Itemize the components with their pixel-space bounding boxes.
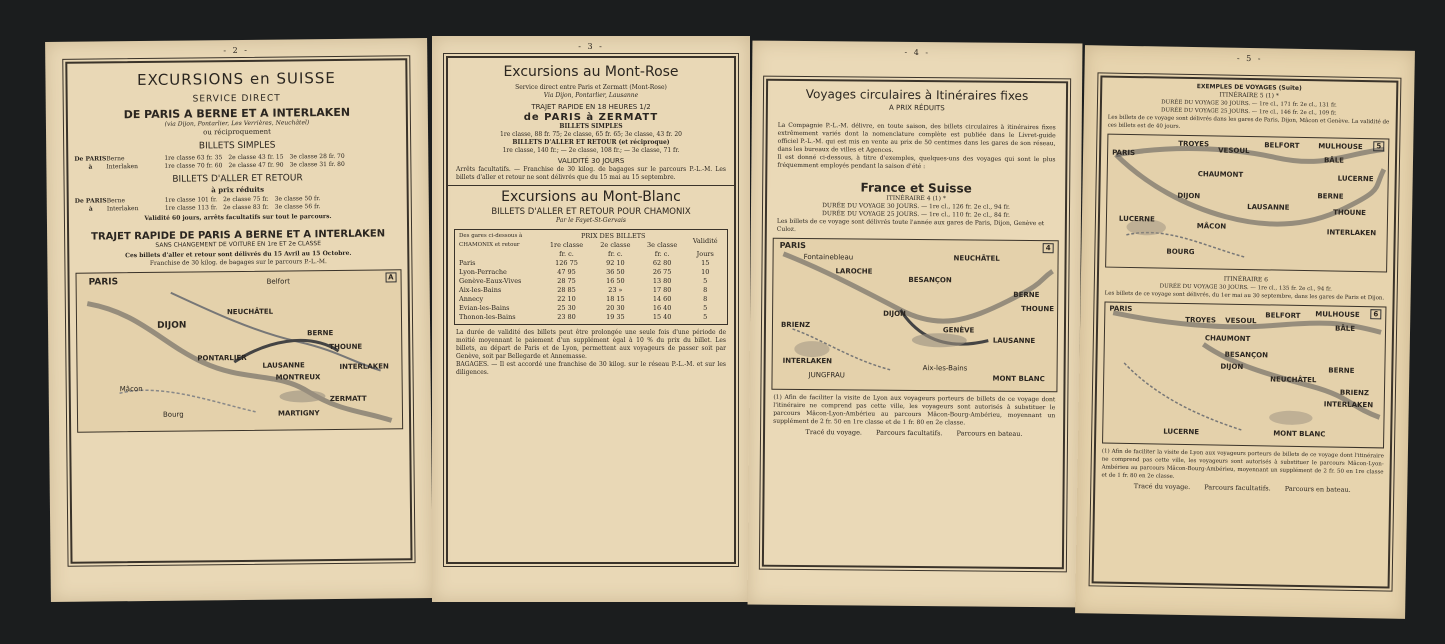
map-label-lausanne: LAUSANNE bbox=[992, 336, 1036, 346]
price-c2: 2e classe 75 fr. bbox=[223, 195, 269, 204]
map-label-martigny: MARTIGNY bbox=[277, 409, 320, 418]
return-rows bbox=[107, 194, 401, 213]
route-heading: DE PARIS A BERNE ET A INTERLAKEN bbox=[123, 105, 351, 122]
map-label-troyes: TROYES bbox=[1185, 315, 1217, 325]
page-3-mont-rose-mont-blanc bbox=[432, 36, 750, 602]
return-subheading: à prix réduits bbox=[211, 184, 265, 195]
map-label-thoune: THOUNE bbox=[1333, 208, 1367, 218]
map-label-neuchatel: NEUCHÂTEL bbox=[953, 254, 1000, 263]
simple-tickets-block bbox=[74, 152, 400, 171]
table-header-class1: 1re classe bbox=[549, 241, 584, 249]
table-row bbox=[457, 268, 725, 277]
map-label-vesoul: VESOUL bbox=[1225, 316, 1257, 326]
price-cell: 25 30 bbox=[557, 304, 576, 312]
map-label-besancon: BESANÇON bbox=[1224, 350, 1269, 360]
legend-route: Tracé du voyage. bbox=[1133, 482, 1191, 492]
map-label-fontainebleau: Fontainebleau bbox=[803, 253, 854, 262]
map-number: 5 bbox=[1373, 141, 1384, 151]
footnote: (1) Afin de faciliter la visite de Lyon aux voyageurs porteurs de billets de ce voyage dont l'itinéraire ne comprend pas cette ville, les voyageurs sont autorisés à substituer le parcours Mâcon-Lyon-Ambérieu au parcours Mâcon-Bourg-Ambérieu, moyennant un supplément de 2 fr. 50 en 1re classe et de 1 fr. 80 en 2e classe. bbox=[1101, 448, 1384, 480]
mont-rose-simple-prices: 1re classe, 88 fr. 75; 2e classe, 65 fr. 65; 3e classe, 43 fr. 20 bbox=[500, 131, 682, 138]
map-label-belfort: BELFORT bbox=[1264, 141, 1300, 150]
station-cell: Genève-Eaux-Vives bbox=[459, 277, 522, 285]
map-label-bale: BÂLE bbox=[1335, 324, 1356, 333]
price-cell: 10 bbox=[701, 268, 710, 276]
price-cell: 28 75 bbox=[557, 277, 576, 285]
map-label-thoune: THOUNE bbox=[329, 342, 363, 352]
map-label-aix: Aix-les-Bains bbox=[922, 364, 968, 373]
unit: fr. c. bbox=[608, 250, 623, 258]
table-row bbox=[457, 259, 725, 268]
map-label-berne: BERNE bbox=[1317, 192, 1344, 201]
legend-optional: Parcours facultatifs. bbox=[875, 428, 943, 438]
mont-blanc-via: Par le Fayet-St-Gervais bbox=[556, 217, 626, 224]
map-letter: A bbox=[385, 272, 397, 282]
page-frame bbox=[65, 58, 412, 564]
itinerary-6-heading: ITINÉRAIRE 6 bbox=[1223, 275, 1269, 284]
table-row bbox=[457, 286, 725, 295]
price-c1: 1re classe 63 fr. 35 bbox=[164, 154, 223, 162]
map-label-troyes: TROYES bbox=[1178, 139, 1210, 149]
itinerary-5-duration-2: DURÉE DU VOYAGE 25 JOURS. — 1re cl., 146 fr. 2e cl., 109 fr. bbox=[1160, 107, 1337, 117]
trajet-heading: TRAJET RAPIDE DE PARIS A BERNE ET A INTERLAKEN bbox=[91, 228, 386, 243]
map-label-dijon: DIJON bbox=[883, 309, 906, 318]
map-4 bbox=[771, 238, 1058, 392]
table-units-row bbox=[457, 250, 725, 259]
price-cell: 8 bbox=[703, 286, 708, 294]
map-label-brienz: BRIENZ bbox=[1339, 388, 1370, 398]
price-cell: 5 bbox=[703, 304, 708, 312]
page-number: - 3 - bbox=[578, 42, 604, 51]
map-label-paris: PARIS bbox=[779, 240, 806, 251]
table-header-validity: Validité bbox=[692, 236, 718, 245]
map-label-paris: PARIS bbox=[88, 277, 119, 288]
unit: Jours bbox=[696, 250, 714, 258]
map-label-paris: PARIS bbox=[1112, 148, 1136, 158]
price-cell: 14 60 bbox=[652, 295, 672, 303]
map-label-vesoul: VESOUL bbox=[1218, 146, 1250, 156]
price-cell: 26 75 bbox=[652, 268, 672, 276]
legend-optional: Parcours facultatifs. bbox=[1204, 483, 1271, 493]
map-5 bbox=[1105, 134, 1389, 273]
from-label: De PARIS à bbox=[74, 155, 107, 171]
map-label-lucerne-2: LUCERNE bbox=[1118, 214, 1155, 224]
station-cell: Paris bbox=[459, 259, 476, 267]
dest: Interlaken bbox=[106, 205, 139, 213]
price-c3: 3e classe 28 fr. 70 bbox=[289, 152, 345, 161]
price-table-box bbox=[454, 229, 728, 325]
duration-1: DURÉE DU VOYAGE 30 JOURS. — 1re cl., 126 fr. 2e cl., 94 fr. bbox=[822, 202, 1010, 211]
price-cell: 92 10 bbox=[606, 259, 625, 267]
simple-rows bbox=[106, 152, 400, 171]
map-label-berne: BERNE bbox=[307, 329, 334, 338]
map-label-neuchatel: NEUCHÂTEL bbox=[226, 307, 274, 317]
divider bbox=[448, 185, 734, 186]
itinerary-5-heading: ITINÉRAIRE 5 (1) * bbox=[1219, 91, 1279, 100]
price-cell: 22 10 bbox=[557, 295, 576, 303]
map-label-bourg: Bourg bbox=[162, 410, 184, 419]
map-label-mulhouse: MULHOUSE bbox=[1315, 310, 1360, 319]
map-label-interlaken: INTERLAKEN bbox=[1323, 400, 1374, 410]
table-header-station: Des gares ci-dessous à CHAMONIX et retour bbox=[459, 233, 523, 248]
map-label-interlaken: INTERLAKEN bbox=[782, 356, 833, 366]
price-c3: 3e classe 31 fr. 80 bbox=[289, 160, 345, 169]
page-number: - 4 - bbox=[904, 47, 931, 58]
map-label-chaumont: CHAUMONT bbox=[1197, 170, 1244, 179]
itinerary-6-note: Les billets de ce voyage sont délivrés, du 1er mai au 30 septembre, dans les gares de Paris et Dijon. bbox=[1104, 290, 1385, 302]
page-heading: EXEMPLES DE VOYAGES (Suite) bbox=[1196, 83, 1302, 92]
mont-rose-service: Service direct entre Paris et Zermatt (Mont-Rose) bbox=[515, 84, 667, 91]
station-cell: Annecy bbox=[459, 295, 484, 303]
price-cell: 16 50 bbox=[606, 277, 625, 285]
price-cell: 13 80 bbox=[652, 277, 672, 285]
price-cell: 5 bbox=[703, 313, 708, 321]
price-c3: 3e classe 56 fr. bbox=[274, 203, 321, 211]
mont-rose-return-prices: 1re classe, 140 fr.; — 2e classe, 108 fr.; — 3e classe, 71 fr. bbox=[502, 147, 680, 154]
itinerary-note: Les billets de ce voyage sont délivrés toute l'année aux gares de Paris, Dijon, Genève et Culoz. bbox=[776, 217, 1045, 233]
unit: fr. c. bbox=[654, 250, 670, 258]
price-c3: 3e classe 50 fr. bbox=[274, 195, 321, 203]
map-label-macon: Mâcon bbox=[119, 385, 143, 394]
mont-rose-simple-heading: BILLETS SIMPLES bbox=[559, 123, 623, 130]
map-6 bbox=[1102, 302, 1386, 449]
map-label-jungfrau: JUNGFRAU bbox=[808, 371, 845, 380]
table-row bbox=[457, 277, 725, 286]
map-legend bbox=[765, 428, 1063, 439]
brochure bbox=[40, 30, 1415, 620]
simple-tickets-heading: BILLETS SIMPLES bbox=[198, 140, 276, 152]
section-title: France et Suisse bbox=[860, 180, 972, 196]
mont-rose-route: de PARIS à ZERMATT bbox=[523, 112, 659, 123]
map-label-geneve: GENÈVE bbox=[942, 326, 975, 335]
price-c2: 2e classe 43 fr. 15 bbox=[228, 153, 284, 162]
price-cell: 15 40 bbox=[652, 313, 672, 321]
price-cell: 126 75 bbox=[555, 259, 578, 267]
map-label-macon: MÂCON bbox=[1196, 222, 1227, 231]
price-cell: 28 85 bbox=[557, 286, 576, 294]
price-cell: 47 95 bbox=[557, 268, 576, 276]
price-c2: 2e classe 83 fr. bbox=[223, 203, 269, 212]
price-table bbox=[457, 232, 725, 322]
price-cell: 16 40 bbox=[652, 304, 672, 312]
map-label-mont-blanc: MONT BLANC bbox=[992, 374, 1045, 384]
return-row bbox=[107, 202, 401, 213]
map-label-dijon: DIJON bbox=[1177, 191, 1201, 201]
map-label-interlaken: INTERLAKEN bbox=[1326, 228, 1377, 238]
page-subtitle: A PRIX RÉDUITS bbox=[888, 103, 945, 113]
table-row bbox=[457, 295, 725, 304]
map-label-montreux: MONTREUX bbox=[275, 373, 321, 382]
itinerary-5-note: Les billets de ce voyage sont délivrés dans les gares de Paris, Dijon, Mâcon et Genève. La validité de ces billets est de 40 jours. bbox=[1107, 114, 1390, 130]
page-title: EXCURSIONS en SUISSE bbox=[137, 68, 336, 90]
price-cell: 36 50 bbox=[606, 268, 625, 276]
map-label-berne: BERNE bbox=[1013, 290, 1040, 300]
map-label-mont-blanc: MONT BLANC bbox=[1273, 429, 1326, 439]
map-label-dijon: DIJON bbox=[1220, 362, 1244, 371]
map-label-laroche: LAROCHE bbox=[835, 267, 873, 276]
station-cell: Lyon-Perrache bbox=[459, 268, 507, 276]
map-label-lucerne: LUCERNE bbox=[1337, 174, 1374, 184]
map-label-bourg: BOURG bbox=[1166, 247, 1195, 257]
price-cell: 62 80 bbox=[652, 259, 672, 267]
intro-text-2: Il est donné ci-dessous, à titre d'exemples, quelques-uns des voyages qui sont le plus fréquemment employés pendant la saison d'été : bbox=[777, 153, 1056, 171]
price-cell: 20 30 bbox=[606, 304, 625, 312]
itinerary-heading: ITINÉRAIRE 4 (1) * bbox=[886, 194, 946, 203]
page-4-voyages-circulaires bbox=[748, 41, 1083, 608]
map-drawing bbox=[772, 239, 1057, 391]
price-cell: 18 15 bbox=[606, 295, 625, 303]
mont-rose-note: Arrêts facultatifs. — Franchise de 30 kilog. de bagages sur le parcours P.-L.-M. Les billets d'aller et retour ne sont délivrés que du 15 mai au 15 septembre. bbox=[456, 166, 726, 181]
map-number: 6 bbox=[1370, 309, 1381, 319]
map-label-dijon: DIJON bbox=[157, 320, 187, 331]
via-text: (via Dijon, Pontarlier, Les Verrières, Neuchâtel) bbox=[164, 119, 310, 128]
map-label-belfort: Belfort bbox=[266, 277, 291, 286]
from-label: De PARIS à bbox=[74, 197, 107, 213]
page-frame bbox=[446, 56, 736, 564]
legend-boat: Parcours en bateau. bbox=[1284, 484, 1351, 494]
price-cell: 23 80 bbox=[557, 313, 576, 321]
price-cell: 15 bbox=[701, 259, 710, 267]
unit: fr. c. bbox=[559, 250, 574, 258]
return-tickets-block bbox=[75, 194, 401, 213]
table-header-class2: 2e classe bbox=[600, 241, 631, 249]
trajet-note-2: Franchise de 30 kilog. de bagages sur le parcours P.-L.-M. bbox=[149, 258, 327, 267]
map-label-belfort: BELFORT bbox=[1265, 311, 1301, 320]
simple-row bbox=[106, 160, 400, 171]
mont-rose-trajet: TRAJET RAPIDE EN 18 HEURES 1/2 bbox=[531, 103, 651, 111]
map-label-interlaken: INTERLAKEN bbox=[339, 362, 389, 371]
price-table-body bbox=[457, 259, 725, 322]
mont-blanc-subtitle: BILLETS D'ALLER ET RETOUR POUR CHAMONIX bbox=[491, 207, 691, 217]
price-cell: 19 35 bbox=[606, 313, 625, 321]
station-cell: Evian-les-Bains bbox=[459, 304, 510, 312]
map-label-paris: PARIS bbox=[1109, 304, 1133, 314]
price-cell: 17 80 bbox=[652, 286, 672, 294]
mont-blanc-title: Excursions au Mont-Blanc bbox=[501, 189, 681, 205]
price-cell: 5 bbox=[703, 277, 708, 285]
map-number: 4 bbox=[1043, 243, 1054, 253]
map-label-besancon: BESANÇON bbox=[908, 275, 952, 285]
table-group-row bbox=[457, 232, 725, 241]
map-a bbox=[75, 269, 403, 432]
price-c1: 1re classe 101 fr. bbox=[164, 196, 218, 204]
price-c1: 1re classe 113 fr. bbox=[164, 204, 218, 212]
reciprocal-text: ou réciproquement bbox=[203, 127, 272, 137]
footnote: (1) Afin de faciliter la visite de Lyon aux voyageurs porteurs de billets de ce voyage dont l'itinéraire ne comprend pas cette ville, les voyageurs sont autorisés à substituer le parcours Mâcon-Lyon-Ambérieu au parcours Mâcon-Bourg-Ambérieu, moyennant un supplément de 2 fr. 50 en 1re classe et de 1 fr. 80 en 2e classe. bbox=[773, 393, 1056, 427]
map-label-zermatt: ZERMATT bbox=[329, 394, 367, 404]
station-cell: Aix-les-Bains bbox=[459, 286, 502, 294]
dest: Interlaken bbox=[106, 163, 139, 171]
price-c1: 1re classe 70 fr. 60 bbox=[164, 162, 223, 170]
page-frame bbox=[762, 79, 1068, 570]
service-heading: SERVICE DIRECT bbox=[192, 93, 281, 105]
dest: Berne bbox=[106, 155, 125, 163]
map-drawing bbox=[77, 270, 403, 431]
page-number: - 5 - bbox=[1236, 53, 1263, 64]
intro-text: La Compagnie P.-L.-M. délivre, en toute saison, des billets circulaires à itinéraires fixes extrêmement variés dont la nomenclature complète est publiée dans le Livret-guide officiel P.-L.-M. qui est mis en vente au prix de 50 centimes dans les gares de son réseau, dans les bureaux de villes et Agences. bbox=[777, 121, 1056, 154]
table-header-class3: 3e classe bbox=[647, 241, 678, 249]
page-5-exemples-voyages bbox=[1075, 45, 1415, 619]
dest: Berne bbox=[106, 197, 126, 205]
map-label-bale: BÂLE bbox=[1323, 156, 1345, 165]
price-cell: 23 » bbox=[608, 286, 623, 294]
page-frame bbox=[1092, 75, 1399, 588]
page-title: Voyages circulaires à Itinéraires fixes bbox=[805, 87, 1029, 103]
map-label-brienz: BRIENZ bbox=[780, 320, 811, 330]
map-label-neuchatel: NEUCHÂTEL bbox=[1270, 375, 1317, 385]
table-row bbox=[457, 304, 725, 313]
trajet-subheading: SANS CHANGEMENT DE VOITURE EN 1re ET 2e CLASSE bbox=[155, 240, 322, 249]
page-2-excursions-suisse bbox=[45, 38, 433, 602]
mont-rose-validity: VALIDITÉ 30 JOURS bbox=[557, 157, 625, 165]
map-label-pontarlier: PONTARLIER bbox=[197, 353, 247, 363]
itinerary-6-duration: DURÉE DU VOYAGE 30 JOURS. — 1re cl., 135 fr. 2e cl., 94 fr. bbox=[1159, 283, 1332, 293]
price-cell: 8 bbox=[703, 295, 708, 303]
table-row bbox=[457, 313, 725, 322]
map-label-lucerne: LUCERNE bbox=[1163, 427, 1200, 437]
validity-text: Validité 60 jours, arrêts facultatifs sur tout le parcours. bbox=[144, 213, 332, 222]
page-number: - 2 - bbox=[223, 45, 250, 56]
table-header-group: PRIX DES BILLETS bbox=[580, 232, 646, 240]
map-label-chaumont: CHAUMONT bbox=[1204, 334, 1251, 344]
map-label-lausanne: LAUSANNE bbox=[1247, 203, 1290, 212]
mont-blanc-footnote: La durée de validité des billets peut être prolongée une seule fois d'une période de moitié moyennant le paiement d'un supplément égal à 10 % du prix du billet. Les billets, au départ de Paris et de Lyon, permettent aux voyageurs de passer soit par Genève, soit par Bellegarde et Annemasse. bbox=[456, 329, 726, 360]
mont-rose-return-heading: BILLETS D'ALLER ET RETOUR (et réciproque) bbox=[512, 139, 670, 146]
itinerary-5-duration-1: DURÉE DU VOYAGE 30 JOURS. — 1re cl., 171 fr. 2e cl., 131 fr. bbox=[1161, 99, 1337, 109]
trajet-note-1: Ces billets d'aller et retour sont délivrés du 15 Avril au 15 Octobre. bbox=[125, 249, 352, 260]
map-label-thoune: THOUNE bbox=[1021, 304, 1055, 314]
price-c2: 2e classe 47 fr. 90 bbox=[228, 161, 284, 170]
map-label-lausanne: LAUSANNE bbox=[262, 361, 305, 370]
mont-blanc-bagages: BAGAGES. — Il est accordé une franchise de 30 kilog. sur le réseau P.-L.-M. et sur les diligences. bbox=[456, 361, 726, 376]
mont-rose-title: Excursions au Mont-Rose bbox=[503, 64, 679, 80]
station-cell: Thonon-les-Bains bbox=[459, 313, 516, 321]
return-tickets-heading: BILLETS D'ALLER ET RETOUR bbox=[172, 173, 303, 185]
legend-boat: Parcours en bateau. bbox=[956, 429, 1023, 438]
mont-rose-via: Via Dijon, Pontarlier, Lausanne bbox=[543, 92, 639, 99]
duration-2: DURÉE DU VOYAGE 25 JOURS. — 1re cl., 110 fr. 2e cl., 84 fr. bbox=[822, 210, 1010, 219]
map-label-berne: BERNE bbox=[1328, 366, 1355, 375]
legend-route: Tracé du voyage. bbox=[805, 428, 863, 437]
map-label-mulhouse: MULHOUSE bbox=[1318, 142, 1363, 152]
